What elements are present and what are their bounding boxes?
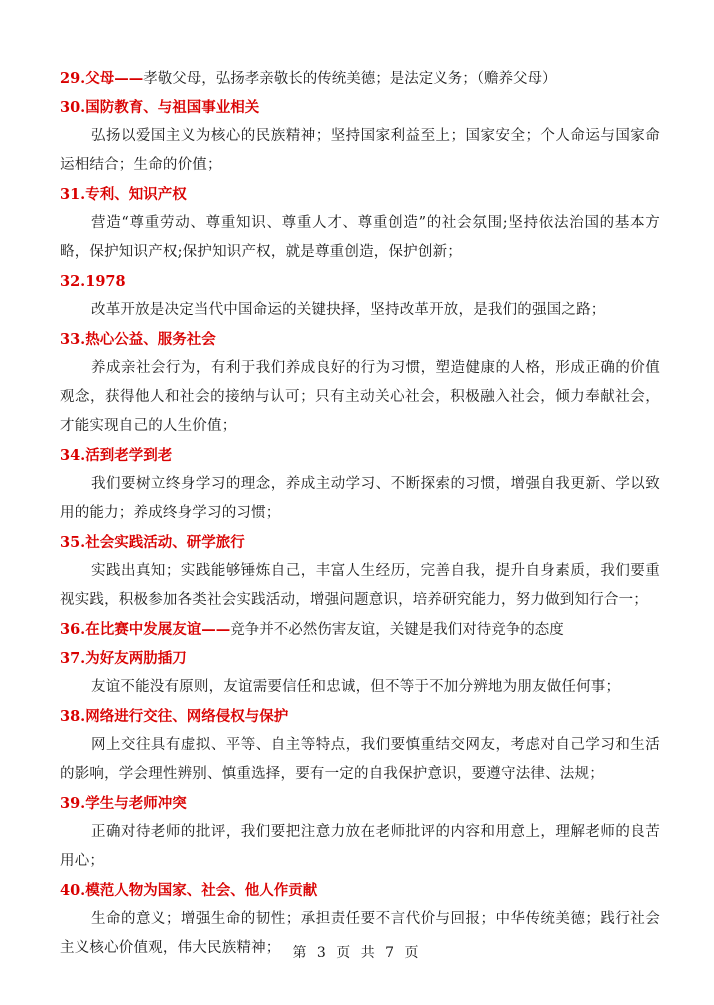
section-36-title: 36.在比赛中发展友谊—— — [60, 621, 231, 638]
section-32-heading — [60, 267, 660, 296]
section-32-paragraph: 改革开放是决定当代中国命运的关键抉择，坚持改革开放，是我们的强国之路； — [91, 302, 606, 318]
section-40-heading — [60, 876, 660, 905]
section-29-heading — [60, 64, 660, 93]
section-30-paragraph: 弘扬以爱国主义为核心的民族精神；坚持国家利益至上；国家安全；个人命运与国家命运相结合；生命的价值； — [60, 128, 660, 173]
section-35-title: 35.社会实践活动、研学旅行 — [60, 534, 245, 551]
section-37-title: 37.为好友两肋插刀 — [60, 650, 187, 667]
section-32-title: 32.1978 — [60, 273, 126, 290]
section-39-heading — [60, 789, 660, 818]
section-31-title: 31.专利、知识产权 — [60, 186, 187, 203]
section-36-heading — [60, 615, 660, 644]
section-40-title: 40.模范人物为国家、社会、他人作贡献 — [60, 882, 318, 899]
section-37-heading — [60, 644, 660, 673]
section-36-inline-text: 竞争并不必然伤害友谊，关键是我们对待竞争的态度 — [230, 622, 564, 638]
section-31-heading — [60, 180, 660, 209]
section-33-heading — [60, 325, 660, 354]
section-35-heading — [60, 528, 660, 557]
section-40-paragraph: 生命的意义；增强生命的韧性；承担责任要不言代价与回报；中华传统美德；践行社会主义核心价值观，伟大民族精神； — [60, 911, 660, 956]
section-29-title: 29.父母—— — [60, 70, 144, 87]
section-33-title: 33.热心公益、服务社会 — [60, 331, 216, 348]
section-39-title: 39.学生与老师冲突 — [60, 795, 187, 812]
section-34-paragraph: 我们要树立终身学习的理念，养成主动学习、不断探索的习惯，增强自我更新、学以致用的能力；养成终身学习的习惯； — [60, 476, 660, 521]
section-33-paragraph: 养成亲社会行为，有利于我们养成良好的行为习惯，塑造健康的人格，形成正确的价值观念，获得他人和社会的接纳与认可；只有主动关心社会，积极融入社会，倾力奉献社会，才能实现自己的人生价值； — [60, 360, 660, 434]
section-30-heading — [60, 93, 660, 122]
section-37-paragraph: 友谊不能没有原则，友谊需要信任和忠诚，但不等于不加分辨地为朋友做任何事； — [91, 679, 621, 695]
section-31-paragraph: 营造“尊重劳动、尊重知识、尊重人才、尊重创造”的社会氛围;坚持依法治国的基本方略，保护知识产权;保护知识产权，就是尊重创造，保护创新； — [60, 215, 660, 260]
section-30-title: 30.国防教育、与祖国事业相关 — [60, 99, 260, 116]
page-number-footer: 第 3 页 共 7 页 — [292, 945, 422, 961]
section-34-heading — [60, 441, 660, 470]
section-38-paragraph: 网上交往具有虚拟、平等、自主等特点，我们要慎重结交网友，考虑对自己学习和生活的影响，学会理性辨别、慎重选择，要有一定的自我保护意识，要遵守法律、法规； — [60, 737, 660, 782]
section-34-title: 34.活到老学到老 — [60, 447, 173, 464]
section-35-paragraph: 实践出真知；实践能够锤炼自己，丰富人生经历，完善自我，提升自身素质，我们要重视实践，积极参加各类社会实践活动，增强问题意识，培养研究能力，努力做到知行合一； — [60, 563, 660, 608]
section-29-inline-text: 孝敬父母，弘扬孝亲敬长的传统美德；是法定义务；（赡养父母） — [143, 71, 557, 87]
document-body — [60, 64, 660, 963]
section-38-title: 38.网络进行交往、网络侵权与保护 — [60, 708, 289, 725]
section-38-heading — [60, 702, 660, 731]
section-39-paragraph: 正确对待老师的批评，我们要把注意力放在老师批评的内容和用意上，理解老师的良苦用心； — [60, 824, 660, 869]
